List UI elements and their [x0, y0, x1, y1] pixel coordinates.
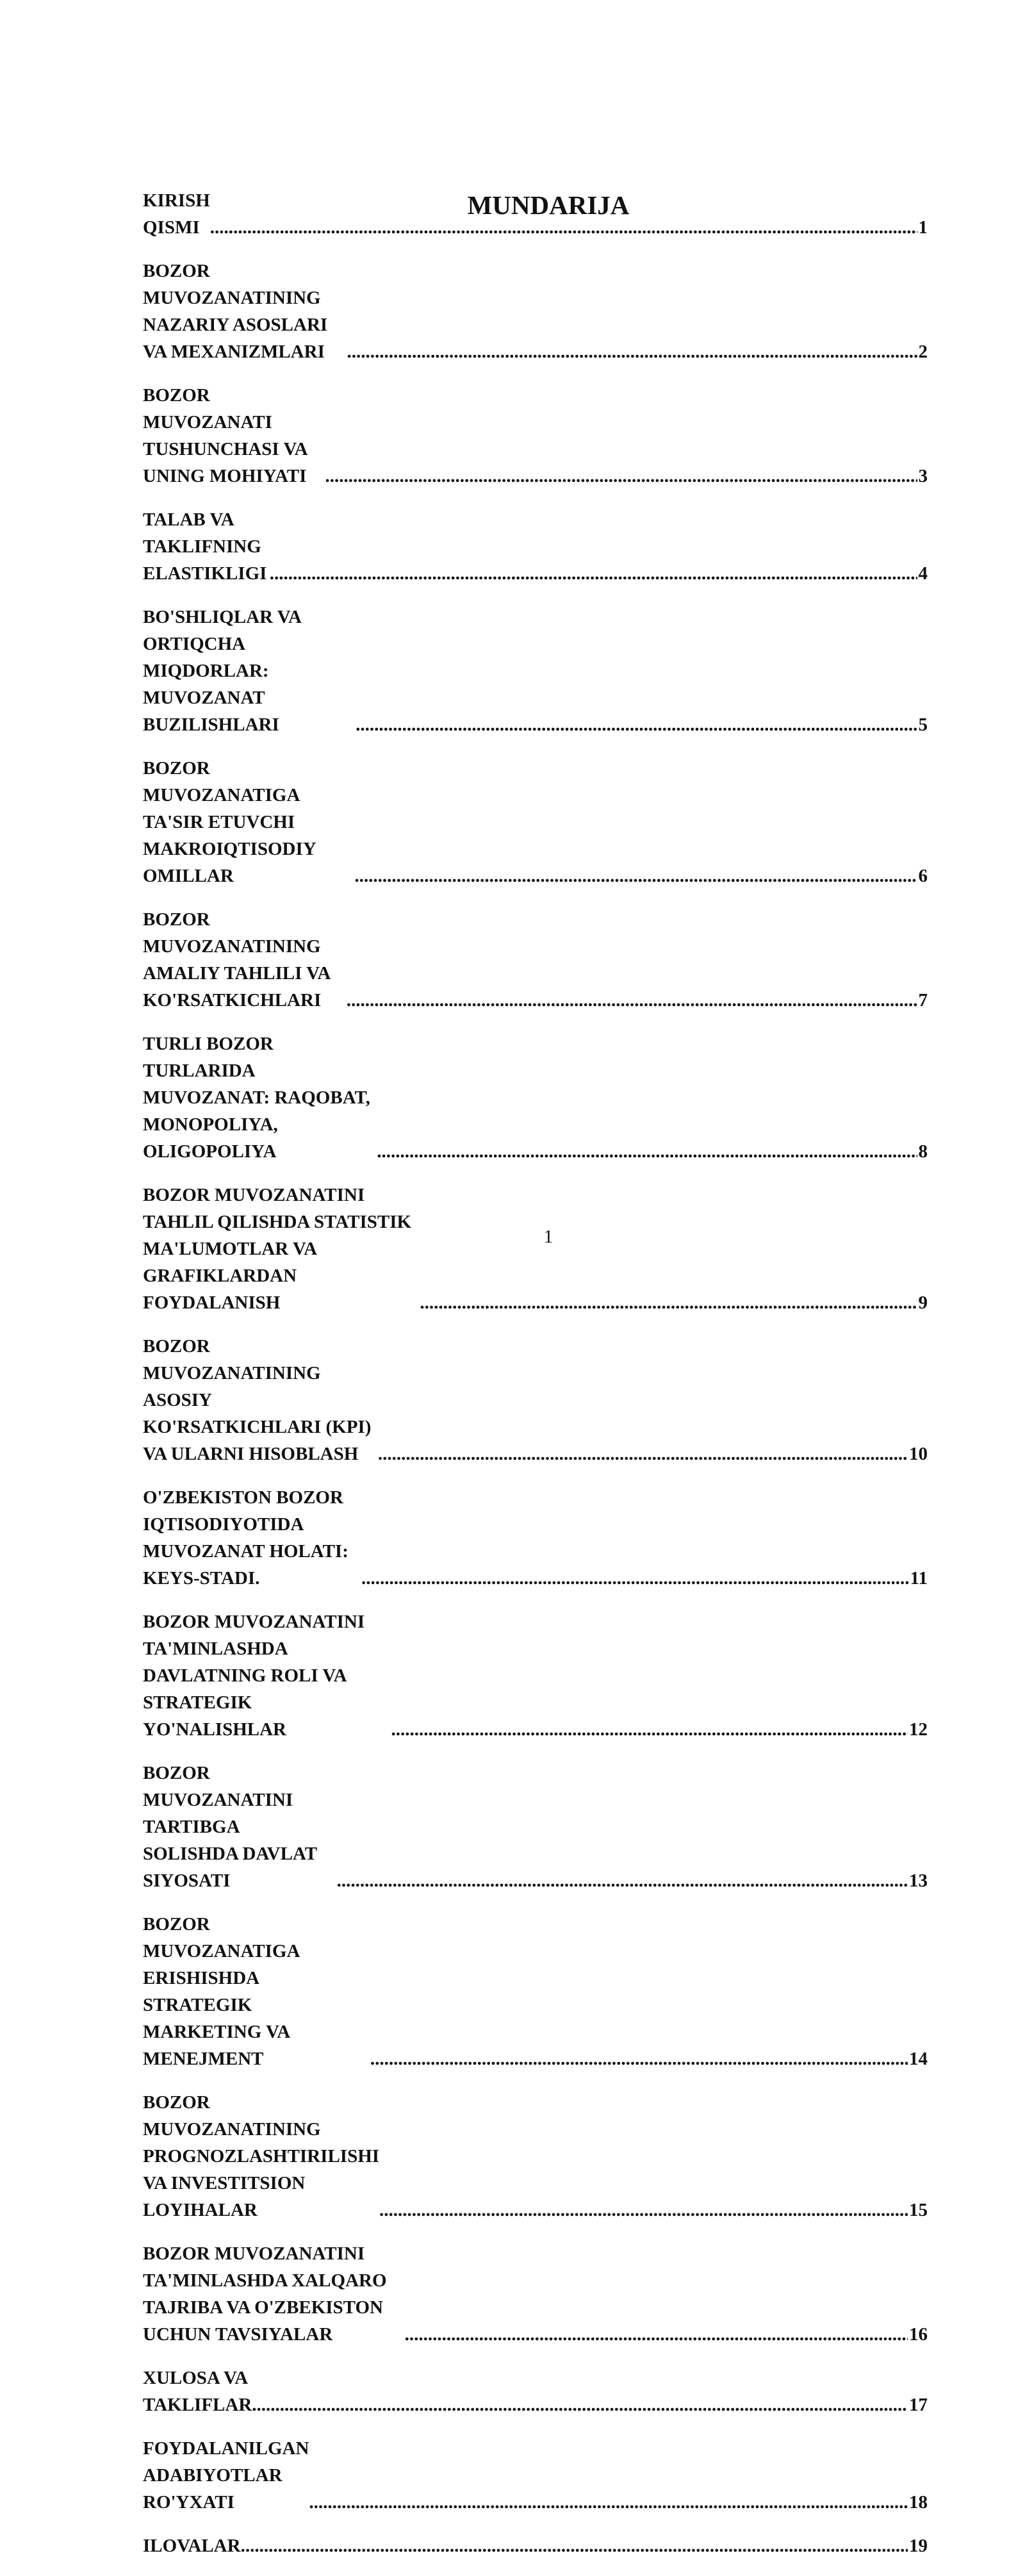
- toc-entry-text: BOZOR MUVOZANATINING NAZARIY ASOSLARI VA MEXANIZMLARI: [143, 261, 328, 362]
- dot-leader: [378, 1441, 908, 1467]
- toc-entry-10[interactable]: [143, 1333, 928, 1467]
- toc-entry-page: 11: [910, 1568, 928, 1589]
- toc-entry-text: KIRISH QISMI: [143, 190, 210, 238]
- toc-entry-14[interactable]: [143, 1911, 928, 2072]
- dot-leader: [347, 987, 917, 1014]
- toc-entry-page: 17: [909, 2395, 928, 2415]
- dot-leader: [210, 214, 917, 241]
- toc-entry-text: O'ZBEKISTON BOZOR IQTISODIYOTIDA MUVOZANAT HOLATI: KEYS-STADI.: [143, 1487, 348, 1589]
- toc-entry-4[interactable]: [143, 506, 928, 587]
- toc-entry-page: 10: [909, 1444, 928, 1464]
- toc-entry-7[interactable]: [143, 906, 928, 1014]
- toc-entry-page: 7: [918, 990, 928, 1011]
- page-number: 1: [543, 1226, 554, 1247]
- toc-entry-page: 3: [918, 466, 928, 486]
- dot-leader: [391, 1716, 908, 1743]
- toc-entry-page: 9: [918, 1292, 928, 1313]
- toc-entry-page: 19: [909, 2536, 928, 2556]
- toc-entry-17[interactable]: [143, 2365, 928, 2418]
- toc-entry-2[interactable]: [143, 258, 928, 365]
- table-of-contents: [143, 187, 928, 2576]
- dot-leader: [377, 1138, 917, 1165]
- page-title: MUNDARIJA: [467, 190, 630, 220]
- toc-entry-12[interactable]: [143, 1608, 928, 1743]
- toc-entry-text: BOZOR MUVOZANATINI TAHLIL QILISHDA STATISTIK MA'LUMOTLAR VA GRAFIKLARDAN FOYDALANISH: [143, 1185, 412, 1313]
- toc-entry-11[interactable]: [143, 1484, 928, 1592]
- dot-leader: [361, 1565, 909, 1592]
- dot-leader: [405, 2321, 908, 2348]
- toc-entry-text: BOZOR MUVOZANATINI TA'MINLASHDA DAVLATNING ROLI VA STRATEGIK YO'NALISHLAR: [143, 1612, 365, 1740]
- toc-entry-13[interactable]: [143, 1760, 928, 1894]
- toc-entry-page: 1: [918, 217, 928, 238]
- toc-entry-8[interactable]: [143, 1030, 928, 1165]
- toc-entry-1[interactable]: [143, 187, 928, 241]
- toc-entry-page: 13: [909, 1870, 928, 1891]
- toc-entry-page: 14: [909, 2049, 928, 2069]
- toc-entry-5[interactable]: [143, 604, 928, 738]
- dot-leader: [309, 2489, 908, 2516]
- dot-leader: [252, 2391, 908, 2418]
- toc-entry-page: 18: [909, 2492, 928, 2513]
- toc-entry-text: BOZOR MUVOZANATI TUSHUNCHASI VA UNING MOHIYATI: [143, 385, 307, 486]
- toc-entry-page: 5: [918, 714, 928, 735]
- toc-entry-text: BO'SHLIQLAR VA ORTIQCHA MIQDORLAR: MUVOZANAT BUZILISHLARI: [143, 607, 301, 735]
- dot-leader: [354, 863, 917, 889]
- toc-entry-text: BOZOR MUVOZANATINING ASOSIY KO'RSATKICHLARI (KPI) VA ULARNI HISOBLASH: [143, 1336, 372, 1464]
- dot-leader: [325, 463, 917, 490]
- toc-entry-text: BOZOR MUVOZANATIGA TA'SIR ETUVCHI MAKROIQTISODIY OMILLAR: [143, 758, 316, 886]
- toc-entry-text: BOZOR MUVOZANATINING AMALIY TAHLILI VA KO'RSATKICHLARI: [143, 909, 330, 1011]
- toc-entry-16[interactable]: [143, 2240, 928, 2348]
- dot-leader: [356, 711, 917, 738]
- toc-entry-page: 16: [909, 2324, 928, 2345]
- toc-entry-text: BOZOR MUVOZANATINI TARTIBGA SOLISHDA DAVLAT SIYOSATI: [143, 1763, 317, 1891]
- toc-entry-19[interactable]: [143, 2532, 928, 2559]
- dot-leader: [420, 1289, 917, 1316]
- toc-entry-text: FOYDALANILGAN ADABIYOTLAR RO'YXATI: [143, 2438, 309, 2513]
- toc-entry-9[interactable]: [143, 1182, 928, 1316]
- toc-entry-text: TURLI BOZOR TURLARIDA MUVOZANAT: RAQOBAT, MONOPOLIYA, OLIGOPOLIYA: [143, 1034, 370, 1162]
- dot-leader: [337, 1867, 908, 1894]
- dot-leader: [270, 560, 917, 587]
- toc-entry-page: 4: [918, 563, 928, 584]
- toc-entry-18[interactable]: [143, 2435, 928, 2516]
- toc-entry-text: BOZOR MUVOZANATINI TA'MINLASHDA XALQARO TAJRIBA VA O'ZBEKISTON UCHUN TAVSIYALAR: [143, 2243, 387, 2345]
- toc-entry-page: 15: [909, 2200, 928, 2220]
- toc-entry-15[interactable]: [143, 2089, 928, 2224]
- toc-entry-page: 2: [918, 342, 928, 362]
- toc-entry-page: 12: [909, 1719, 928, 1740]
- toc-entry-page: 6: [918, 866, 928, 886]
- toc-entry-text: ILOVALAR: [143, 2536, 241, 2556]
- toc-entry-3[interactable]: [143, 382, 928, 490]
- dot-leader: [379, 2197, 908, 2224]
- toc-entry-text: BOZOR MUVOZANATIGA ERISHISHDA STRATEGIK MARKETING VA MENEJMENT: [143, 1914, 299, 2069]
- dot-leader: [370, 2045, 908, 2072]
- dot-leader: [347, 338, 917, 365]
- dot-leader: [241, 2532, 908, 2559]
- toc-entry-text: XULOSA VA TAKLIFLAR: [143, 2368, 252, 2415]
- toc-entry-page: 8: [918, 1141, 928, 1162]
- toc-entry-6[interactable]: [143, 755, 928, 889]
- toc-entry-text: TALAB VA TAKLIFNING ELASTIKLIGI: [143, 509, 267, 584]
- toc-entry-text: BOZOR MUVOZANATINING PROGNOZLASHTIRILISHI VA INVESTITSION LOYIHALAR: [143, 2092, 380, 2220]
